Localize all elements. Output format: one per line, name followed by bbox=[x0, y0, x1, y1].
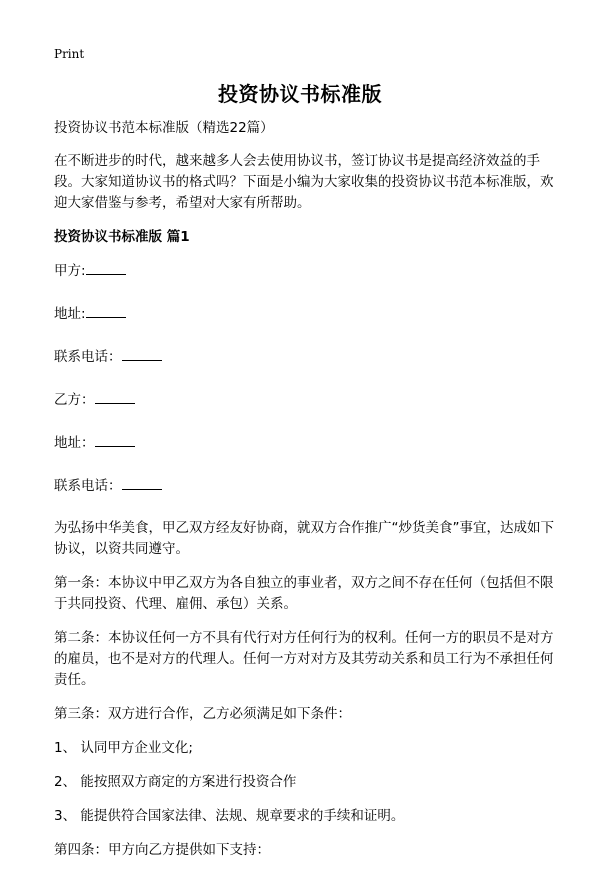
document-subtitle: 投资协议书范本标准版（精选22篇） bbox=[54, 120, 274, 136]
blank-line bbox=[86, 303, 126, 318]
field-label: 甲方: bbox=[54, 263, 86, 279]
blank-line bbox=[95, 389, 135, 404]
preamble-paragraph: 为弘扬中华美食，甲乙双方经友好协商，就双方合作推广“炒货美食”事宜，达成如下协议，以资共同遵守。 bbox=[54, 520, 554, 557]
article-1: 第一条：本协议中甲乙双方为各自独立的事业者，双方之间不存在任何（包括但不限于共同投资、代理、雇佣、承包）关系。 bbox=[54, 575, 554, 612]
field-label: 地址： bbox=[54, 435, 95, 451]
article-4: 第四条：甲方向乙方提供如下支持： bbox=[54, 842, 270, 858]
intro-paragraph: 在不断进步的时代，越来越多人会去使用协议书，签订协议书是提高经济效益的手段。大家知道协议书的格式吗？下面是小编为大家收集的投资协议书范本标准版，欢迎大家借鉴与参考，希望对大家有所帮助。 bbox=[54, 153, 554, 211]
blank-line bbox=[122, 475, 162, 490]
field-phone-b bbox=[54, 475, 554, 497]
blank-line bbox=[95, 432, 135, 447]
list-item-2: 2、 能按照双方商定的方案进行投资合作 bbox=[54, 774, 297, 790]
document-body bbox=[54, 118, 554, 874]
field-label: 乙方： bbox=[54, 392, 95, 408]
blank-line bbox=[122, 346, 162, 361]
blank-line bbox=[86, 260, 126, 275]
document-title: 投资协议书标准版 bbox=[218, 82, 382, 106]
field-address-b bbox=[54, 432, 554, 454]
field-label: 地址: bbox=[54, 306, 86, 322]
article-2: 第二条：本协议任何一方不具有代行对方任何行为的权利。任何一方的职员不是对方的雇员，也不是对方的代理人。任何一方对对方及其劳动关系和员工行为不承担任何责任。 bbox=[54, 630, 554, 688]
list-item-1: 1、 认同甲方企业文化; bbox=[54, 740, 193, 756]
article-3: 第三条：双方进行合作，乙方必须满足如下条件： bbox=[54, 706, 351, 722]
print-label: Print bbox=[54, 47, 85, 61]
section-heading: 投资协议书标准版 篇1 bbox=[54, 229, 190, 245]
field-phone-a bbox=[54, 346, 554, 368]
field-label: 联系电话： bbox=[54, 478, 122, 494]
field-party-b bbox=[54, 389, 554, 411]
field-party-a bbox=[54, 260, 554, 282]
field-address-a bbox=[54, 303, 554, 325]
field-label: 联系电话： bbox=[54, 349, 122, 365]
list-item-3: 3、 能提供符合国家法律、法规、规章要求的手续和证明。 bbox=[54, 808, 405, 824]
